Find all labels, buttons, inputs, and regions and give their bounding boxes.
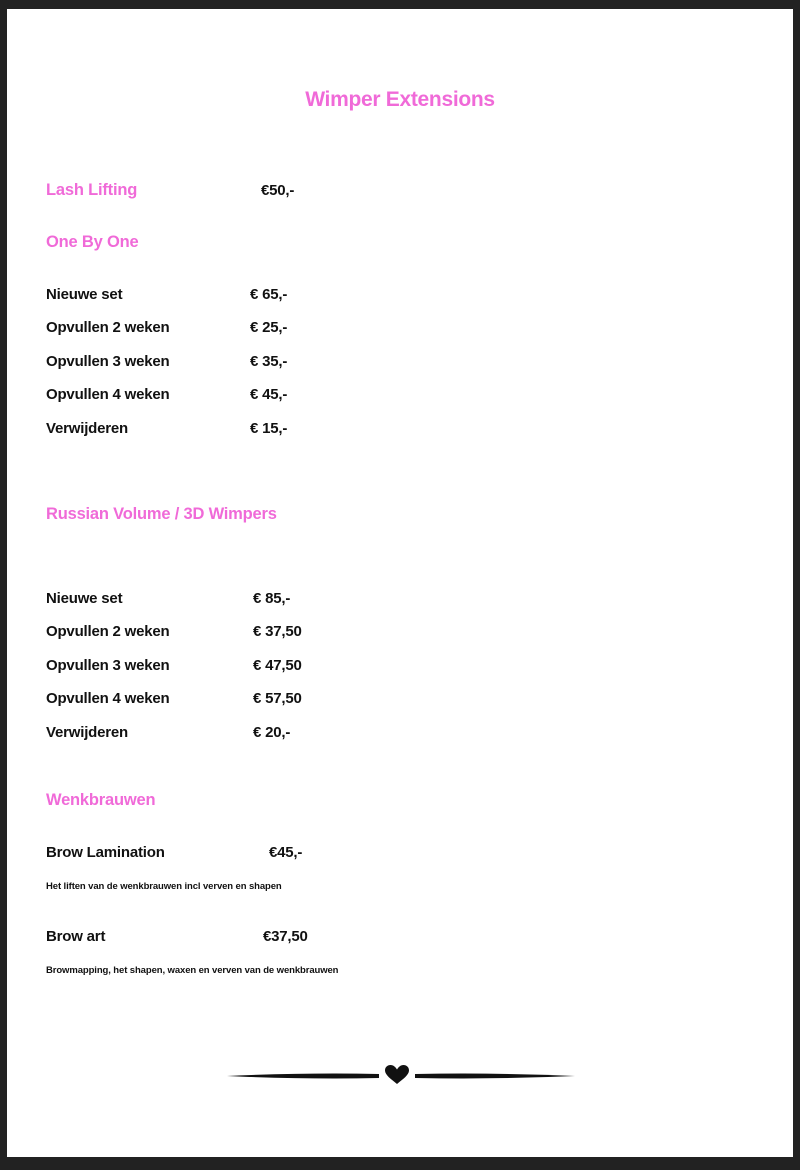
divider-line-right bbox=[415, 1074, 575, 1079]
lash-lifting-heading: Lash Lifting bbox=[46, 181, 138, 199]
one-by-one-item-label: Opvullen 4 weken bbox=[46, 386, 170, 403]
brow-lamination-price: €45,- bbox=[269, 844, 303, 861]
page-title: Wimper Extensions bbox=[305, 88, 495, 111]
brow-lamination-description: Het liften van de wenkbrauwen incl verven en shapen bbox=[46, 881, 282, 892]
russian-volume-item-price: € 47,50 bbox=[253, 657, 302, 674]
russian-volume-item-price: € 57,50 bbox=[253, 690, 302, 707]
russian-volume-item-price: € 20,- bbox=[253, 724, 291, 741]
brow-lamination-label: Brow Lamination bbox=[46, 844, 165, 861]
russian-volume-item-label: Opvullen 2 weken bbox=[46, 623, 170, 640]
lash-lifting-price: €50,- bbox=[261, 182, 295, 199]
wenkbrauwen-heading: Wenkbrauwen bbox=[46, 791, 156, 809]
russian-volume-item-label: Nieuwe set bbox=[46, 590, 123, 607]
russian-volume-item-price: € 37,50 bbox=[253, 623, 302, 640]
russian-volume-heading: Russian Volume / 3D Wimpers bbox=[46, 505, 277, 523]
heart-divider bbox=[225, 1062, 577, 1088]
one-by-one-item-price: € 15,- bbox=[250, 420, 288, 437]
russian-volume-item-label: Verwijderen bbox=[46, 724, 129, 741]
russian-volume-item-label: Opvullen 3 weken bbox=[46, 657, 170, 674]
one-by-one-item-label: Opvullen 2 weken bbox=[46, 319, 170, 336]
one-by-one-item-price: € 45,- bbox=[250, 386, 288, 403]
one-by-one-item-label: Opvullen 3 weken bbox=[46, 353, 170, 370]
brow-art-price: €37,50 bbox=[263, 928, 308, 945]
one-by-one-item-label: Nieuwe set bbox=[46, 286, 123, 303]
brow-art-description: Browmapping, het shapen, waxen en verven van de wenkbrauwen bbox=[46, 965, 339, 976]
one-by-one-item-label: Verwijderen bbox=[46, 420, 129, 437]
divider-line-left bbox=[227, 1074, 379, 1079]
one-by-one-item-price: € 25,- bbox=[250, 319, 288, 336]
russian-volume-item-label: Opvullen 4 weken bbox=[46, 690, 170, 707]
russian-volume-item-price: € 85,- bbox=[253, 590, 291, 607]
one-by-one-item-price: € 65,- bbox=[250, 286, 288, 303]
brow-art-label: Brow art bbox=[46, 928, 106, 945]
heart-icon bbox=[385, 1065, 409, 1084]
one-by-one-item-price: € 35,- bbox=[250, 353, 288, 370]
one-by-one-heading: One By One bbox=[46, 233, 139, 251]
price-list-page bbox=[7, 9, 793, 1157]
